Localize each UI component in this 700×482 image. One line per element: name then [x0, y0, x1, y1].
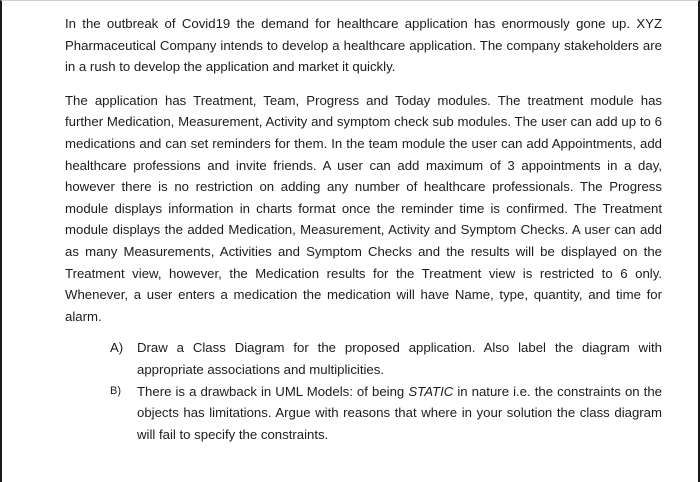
intro-paragraph: In the outbreak of Covid19 the demand for healthcare application has enormously gone up. XYZ Pharmaceutical Company intends to develop a healthcare application. The company stakeholders are in a rush to develop the application and market it quickly.: [65, 16, 662, 75]
document-body: [65, 13, 662, 445]
question-b: [65, 381, 662, 446]
question-a: [65, 337, 662, 380]
question-b-text-before: There is a drawback in UML Models: of being: [137, 383, 409, 399]
question-b-text-after: in nature i.e. the constraints on the objects has limitations. Argue with reasons that where in your solution the class diagram will fail to specify the constraints.: [137, 383, 663, 442]
question-a-text: Draw a Class Diagram for the proposed application. Also label the diagram with appropriate associations and multiplicities.: [137, 340, 662, 377]
question-b-marker: B): [110, 384, 121, 397]
question-list: [65, 337, 662, 445]
description-paragraph: The application has Treatment, Team, Progress and Today modules. The treatment module has further Medication, Measurement, Activity and symptom check sub modules. The user can add up to 6 medications and can set reminders for them. In the team module the user can add Appointments, add healthcare professions and invite friends. A user can add maximum of 3 appointments in a day, however there is no restriction on adding any number of healthcare professionals. The Progress module displays information in charts format once the reminder time is confirmed. The Treatment module displays the added Medication, Measurement, Activity and Symptom Checks. A user can add as many Measurements, Activities and Symptom Checks and the results will be displayed on the Treatment view, however, the Medication results for the Treatment view is restricted to 6 only. Whenever, a user enters a medication the medication will have Name, type, quantity, and time for alarm.: [65, 92, 662, 324]
question-b-emphasis: STATIC: [408, 383, 454, 399]
question-a-marker: A): [110, 340, 124, 356]
